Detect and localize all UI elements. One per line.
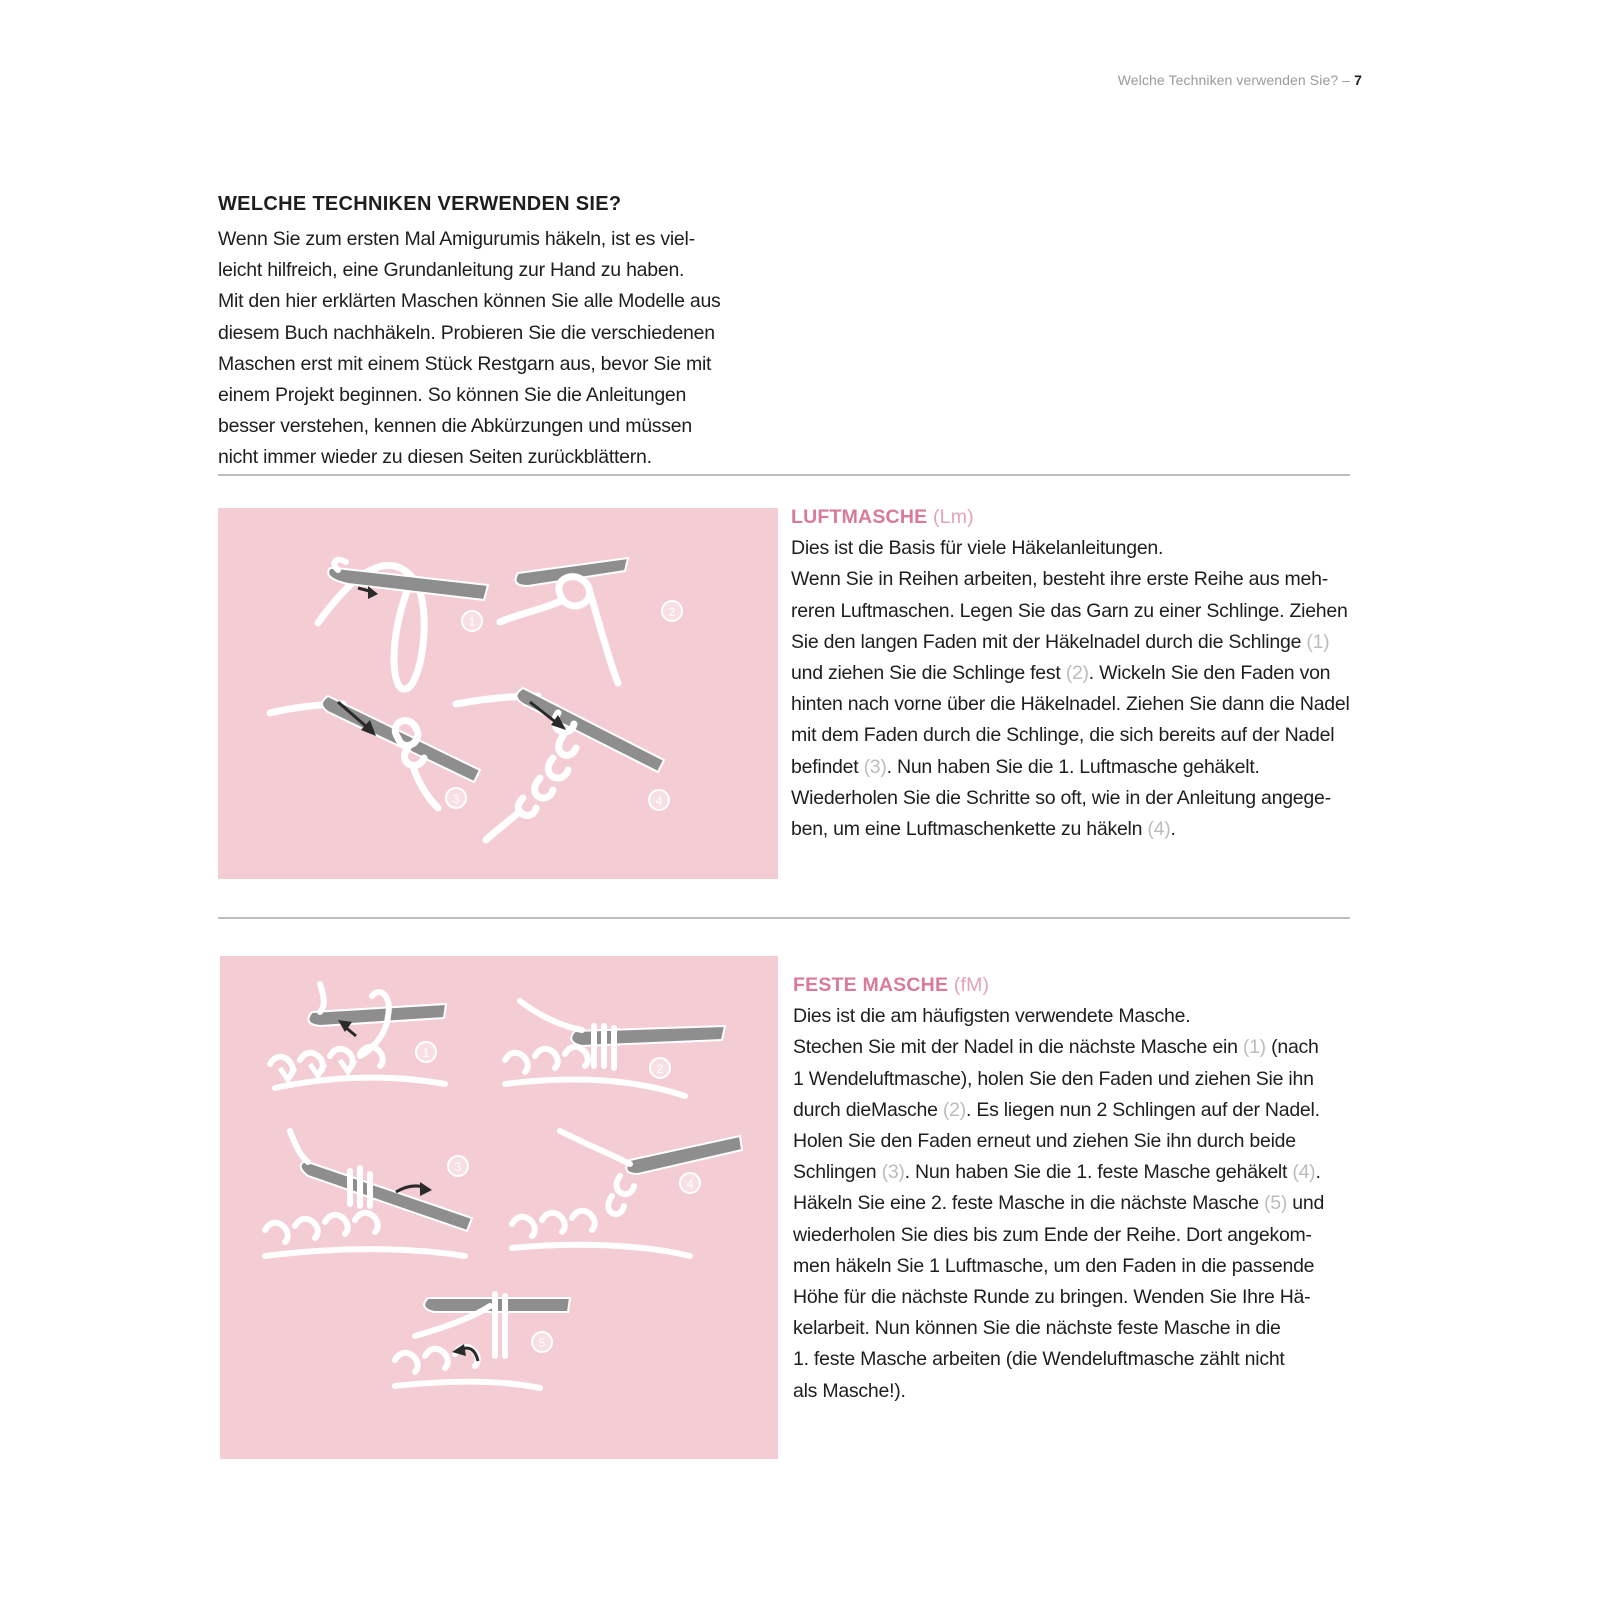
figure-reference: (1): [1306, 630, 1330, 653]
text-line: [793, 1064, 1363, 1095]
text-segment: (nach: [1265, 1036, 1319, 1059]
divider-middle: [218, 917, 1350, 919]
text-segment: Wenn Sie in Reihen arbeiten, besteht ihre erste Reihe aus meh-: [791, 568, 1328, 591]
running-head: [1118, 72, 1362, 88]
text-line: [793, 1251, 1363, 1282]
text-line: [793, 1344, 1363, 1375]
text-line: Wenn Sie zum ersten Mal Amigurumis häkeln, ist es viel-: [218, 228, 695, 250]
feste-masche-step-4: [512, 1131, 742, 1256]
feste-masche-illustration: [220, 956, 778, 1459]
feste-masche-step-3: [265, 1131, 472, 1256]
luftmasche-illustration-panel: [218, 508, 778, 879]
arrow-head: [420, 1182, 432, 1196]
step-badge-label: 4: [655, 794, 663, 808]
text-segment: durch dieMasche: [793, 1098, 943, 1121]
text-line: [791, 596, 1361, 627]
yarn-chain-icon: [486, 713, 576, 840]
text-line: [793, 1282, 1363, 1313]
luftmasche-paragraph: [791, 533, 1361, 845]
text-segment: als Masche!).: [793, 1379, 906, 1402]
text-segment: Dies ist die am häufigsten verwendete Masche.: [793, 1005, 1191, 1028]
text-line: [793, 1157, 1363, 1188]
text-line: [791, 533, 1361, 564]
feste-masche-section: [793, 970, 1363, 1407]
luftmasche-step-2: [500, 558, 682, 683]
text-line: [791, 814, 1361, 845]
text-segment: Häkeln Sie eine 2. feste Masche in die nächste Masche: [793, 1192, 1265, 1215]
text-line: [791, 720, 1361, 751]
text-segment: 1 Wendeluftmasche), holen Sie den Faden und ziehen Sie ihn: [793, 1067, 1314, 1090]
text-line: [791, 689, 1361, 720]
figure-reference: (3): [863, 755, 887, 778]
figure-reference: (4): [1147, 818, 1171, 841]
step-badge-label: 1: [468, 615, 476, 629]
luftmasche-illustration: [218, 508, 778, 879]
text-segment: . Wickeln Sie den Faden von: [1088, 662, 1331, 685]
text-line: [793, 1032, 1363, 1063]
figure-reference: (4): [1292, 1161, 1316, 1184]
figure-reference: (2): [1065, 662, 1089, 685]
divider-top: [218, 474, 1350, 476]
text-line: [791, 752, 1361, 783]
text-line: [791, 783, 1361, 814]
text-segment: Dies ist die Basis für viele Häkelanleitungen.: [791, 537, 1164, 560]
text-segment: Wiederholen Sie die Schritte so oft, wie in der Anleitung angege-: [791, 786, 1331, 809]
page-number: 7: [1354, 72, 1362, 88]
luftmasche-step-4: [456, 688, 669, 840]
luftmasche-section: [791, 502, 1361, 845]
text-line: [793, 1188, 1363, 1219]
luftmasche-title-text: LUFTMASCHE: [791, 506, 928, 528]
text-line: leicht hilfreich, eine Grundanleitung zur Hand zu haben.: [218, 259, 685, 282]
intro-section: [218, 190, 763, 474]
text-segment: Schlingen: [793, 1161, 882, 1184]
text-segment: . Es liegen nun 2 Schlingen auf der Nadel.: [966, 1098, 1320, 1121]
text-line: [793, 1313, 1363, 1344]
text-line: besser verstehen, kennen die Abkürzungen und müssen: [218, 415, 692, 438]
text-line: [793, 1126, 1363, 1157]
text-segment: . Nun haben Sie die 1. feste Masche gehäkelt: [904, 1161, 1293, 1184]
step-badge-label: 4: [686, 1177, 694, 1191]
text-segment: hinten nach vorne über die Häkelnadel. Ziehen Sie dann die Nadel: [791, 693, 1350, 716]
text-segment: Holen Sie den Faden erneut und ziehen Sie ihn durch beide: [793, 1130, 1296, 1153]
text-line: nicht immer wieder zu diesen Seiten zurückblättern.: [218, 446, 652, 469]
text-segment: .: [1315, 1161, 1321, 1184]
stitch-row-icon: [395, 1347, 540, 1388]
step-badge-label: 2: [668, 605, 676, 619]
step-badge-label: 3: [454, 1160, 462, 1174]
text-line: [793, 1220, 1363, 1251]
text-segment: Stechen Sie mit der Nadel in die nächste Masche ein: [793, 1036, 1243, 1059]
figure-reference: (2): [942, 1098, 967, 1121]
text-line: [791, 658, 1361, 689]
text-line: [793, 1001, 1363, 1032]
text-line: Maschen erst mit einem Stück Restgarn aus, bevor Sie mit: [218, 352, 712, 375]
luftmasche-step-3: [270, 696, 480, 808]
text-line: einem Projekt beginnen. So können Sie die Anleitungen: [218, 384, 687, 407]
crochet-hook-icon: [517, 688, 665, 772]
running-head-separator: –: [1338, 72, 1355, 88]
step-badge-label: 2: [656, 1062, 664, 1076]
step-badge-label: 1: [422, 1046, 430, 1060]
text-line: [793, 1376, 1363, 1407]
text-segment: 1. feste Masche arbeiten (die Wendeluftmasche zählt nicht: [793, 1348, 1285, 1371]
intro-heading: WELCHE TECHNIKEN VERWENDEN SIE?: [218, 193, 622, 215]
text-segment: Sie den langen Faden mit der Häkelnadel durch die Schlinge: [791, 630, 1307, 653]
text-segment: .: [1170, 818, 1176, 841]
step-badge-label: 3: [452, 792, 460, 806]
feste-masche-title-text: FESTE MASCHE: [793, 974, 949, 996]
intro-paragraph: [218, 224, 763, 474]
text-segment: reren Luftmaschen. Legen Sie das Garn zu einer Schlinge. Ziehen: [791, 599, 1348, 622]
text-line: [793, 1095, 1363, 1126]
text-segment: wiederholen Sie dies bis zum Ende der Reihe. Dort angekom-: [793, 1223, 1312, 1246]
text-segment: men häkeln Sie 1 Luftmasche, um den Faden in die passende: [793, 1254, 1315, 1277]
yarn-strand: [588, 586, 618, 683]
text-segment: ben, um eine Luftmaschenkette zu häkeln: [791, 818, 1148, 841]
yarn-loop-icon: [560, 1131, 634, 1214]
text-segment: und: [1287, 1192, 1325, 1215]
crochet-hook-icon: [308, 1004, 446, 1026]
feste-masche-paragraph: [793, 1001, 1363, 1407]
text-segment: . Nun haben Sie die 1. Luftmasche gehäkelt.: [886, 755, 1260, 778]
text-line: [791, 564, 1361, 595]
text-line: diesem Buch nachhäkeln. Probieren Sie die verschiedenen: [218, 321, 715, 344]
feste-masche-step-2: [505, 1001, 725, 1096]
figure-reference: (1): [1242, 1036, 1266, 1059]
step-badge-label: 5: [538, 1336, 546, 1350]
text-segment: befindet: [791, 755, 864, 778]
luftmasche-step-1: [318, 560, 488, 690]
stitch-row-icon: [512, 1211, 690, 1256]
text-segment: und ziehen Sie die Schlinge fest: [791, 662, 1066, 685]
crochet-hook-icon: [516, 558, 628, 586]
luftmasche-abbreviation: (Lm): [932, 506, 974, 528]
text-line: Mit den hier erklärten Maschen können Sie alle Modelle aus: [218, 290, 721, 313]
text-segment: Höhe für die nächste Runde zu bringen. Wenden Sie Ihre Hä-: [793, 1286, 1311, 1309]
feste-masche-abbreviation: (fM): [953, 974, 990, 996]
text-segment: kelarbeit. Nun können Sie die nächste feste Masche in die: [793, 1317, 1281, 1340]
feste-masche-title: [793, 970, 1363, 1001]
text-line: [791, 627, 1361, 658]
luftmasche-title: [791, 502, 1361, 533]
feste-masche-step-1: [270, 984, 446, 1088]
figure-reference: (5): [1264, 1192, 1288, 1215]
running-head-title: Welche Techniken verwenden Sie?: [1117, 72, 1339, 88]
figure-reference: (3): [881, 1161, 905, 1184]
feste-masche-illustration-panel: [220, 956, 778, 1459]
crochet-hook-icon: [626, 1136, 742, 1174]
feste-masche-step-5: [395, 1294, 570, 1388]
text-segment: mit dem Faden durch die Schlinge, die sich bereits auf der Nadel: [791, 724, 1335, 747]
